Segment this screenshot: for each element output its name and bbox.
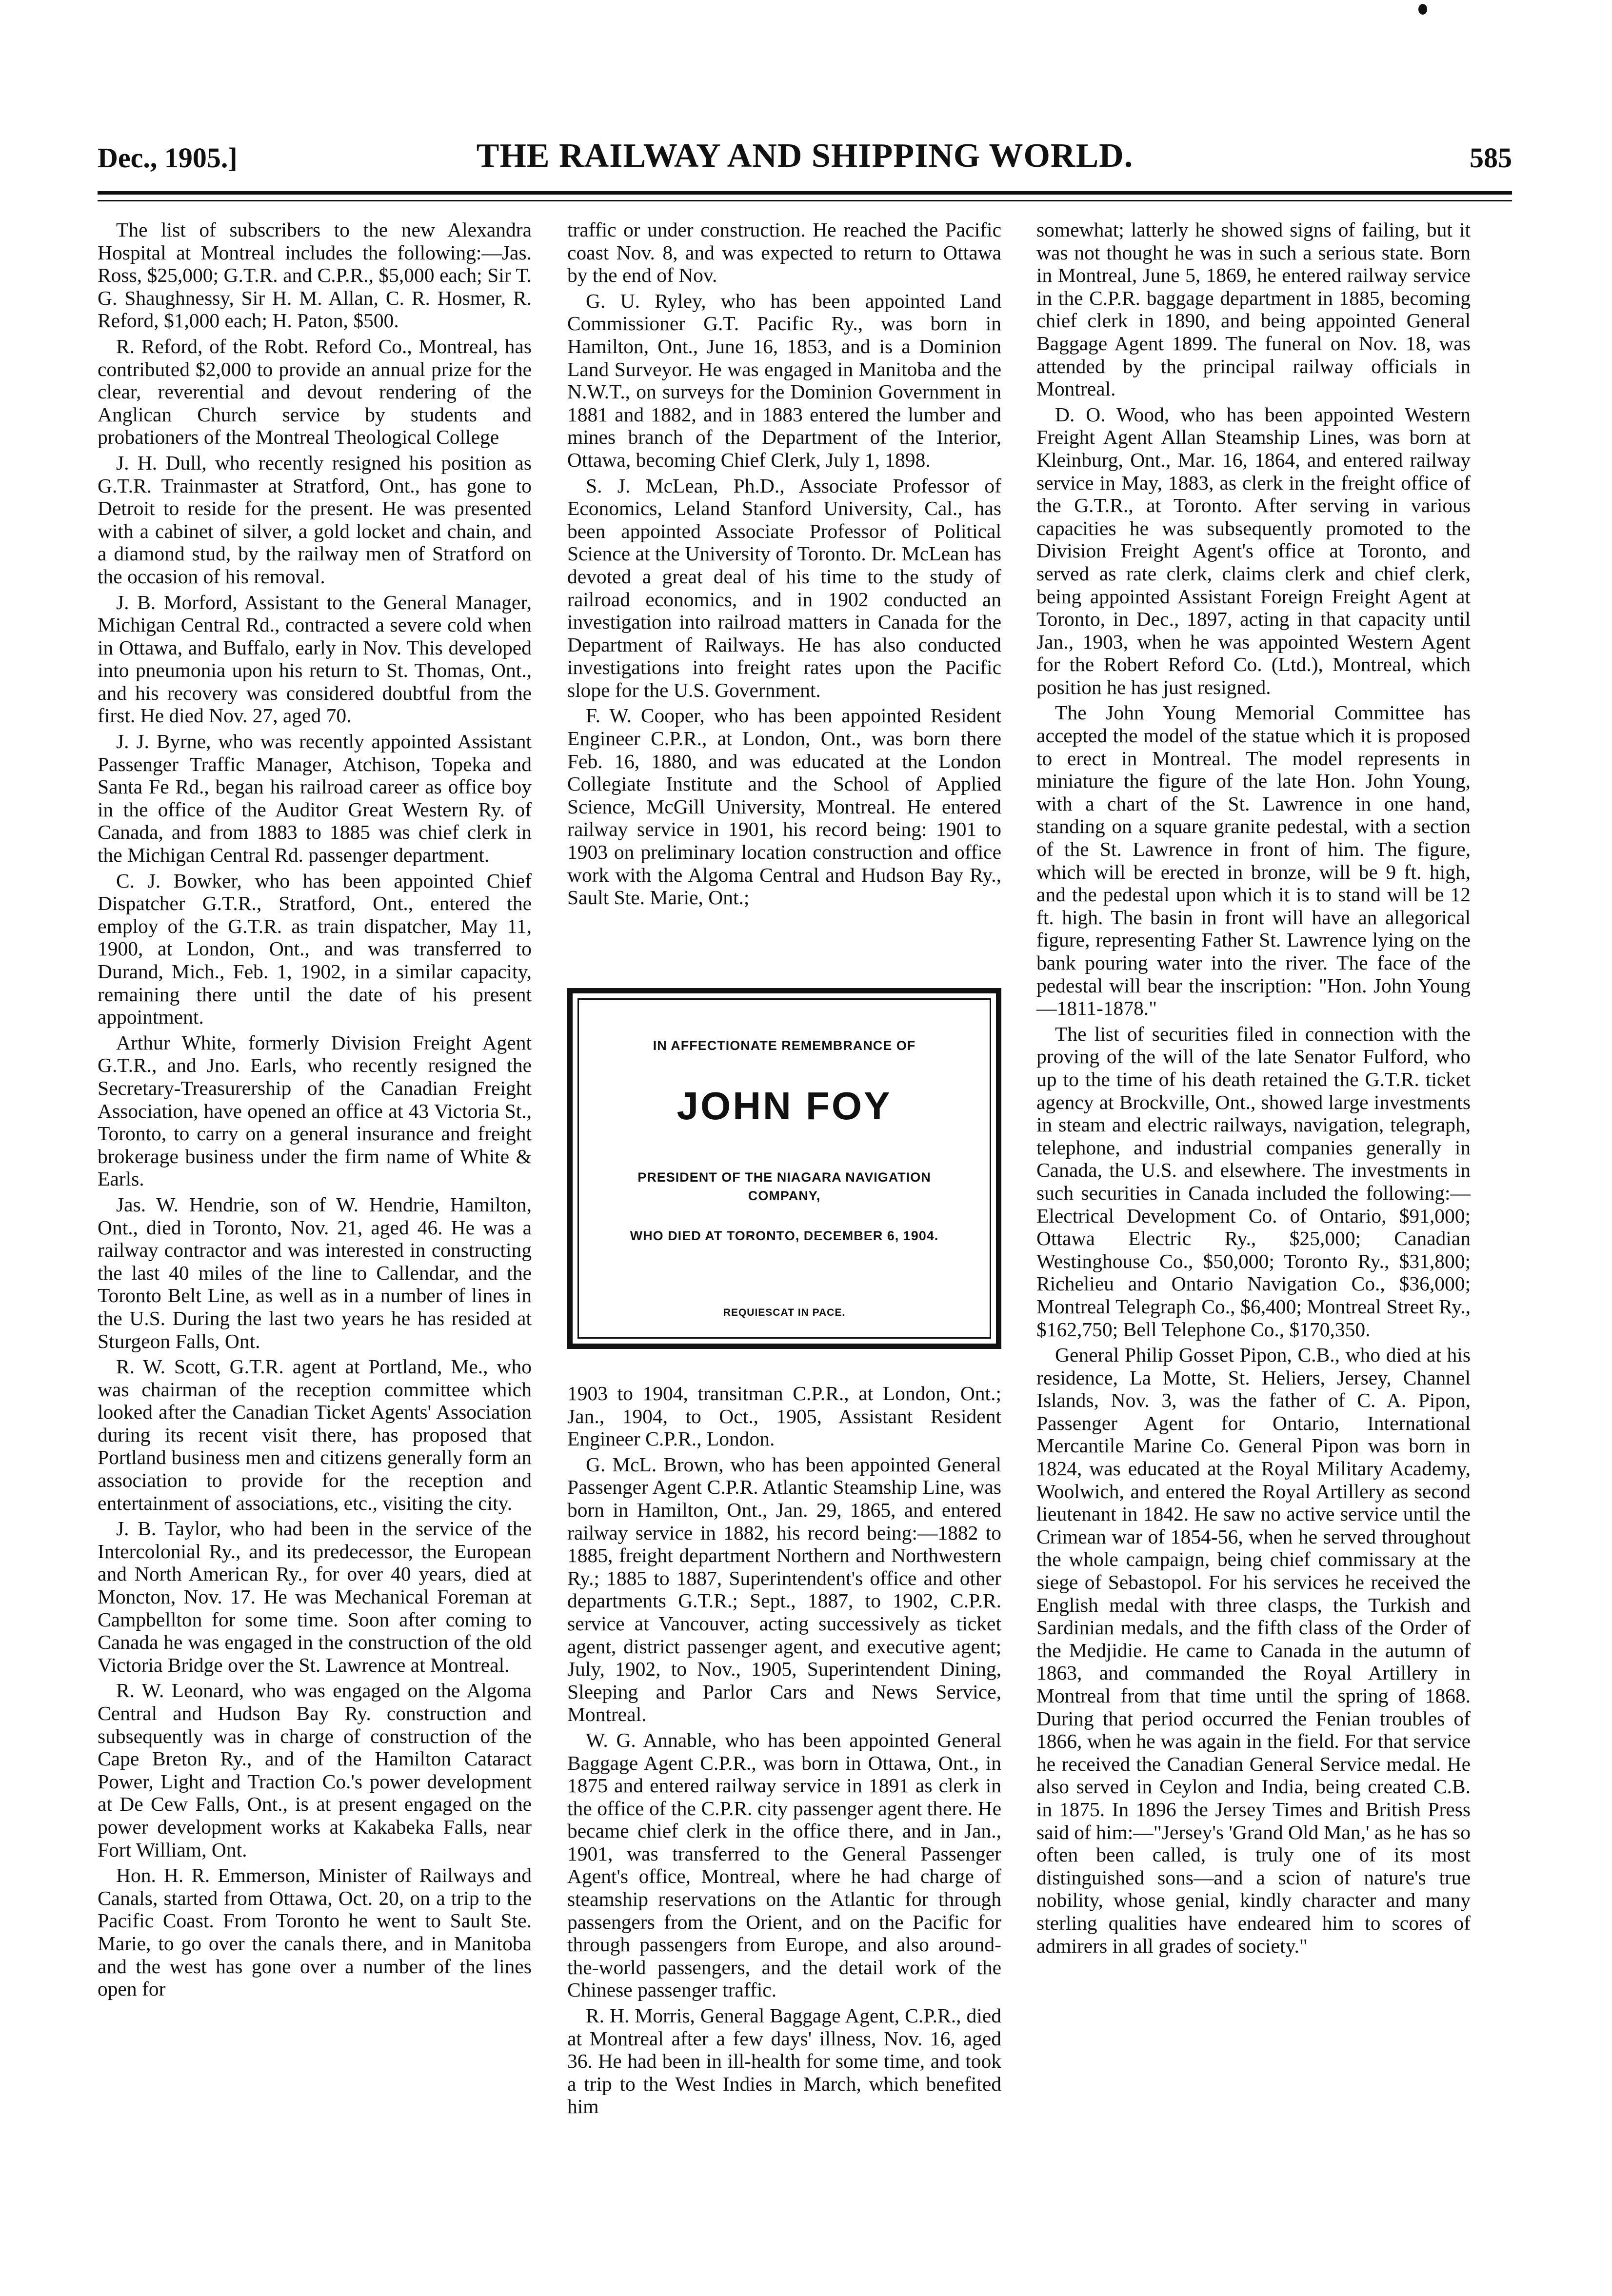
paragraph: R. W. Scott, G.T.R. agent at Portland, Me., who was chairman of the reception committee which looked after the Canadian Ticket Agents' Association during its recent visit there, has proposed that Portland business men and citizens generally form an association to provide for the reception and entertainment of associations, etc., visiting the city. <box>98 1355 532 1514</box>
column-2-bottom <box>567 1382 1001 2118</box>
ink-speck <box>1418 4 1427 15</box>
paragraph: The list of subscribers to the new Alexandra Hospital at Montreal includes the following:—Jas. Ross, $25,000; G.T.R. and C.P.R., $5,000 each; Sir T. G. Shaughnessy, Sir H. M. Allan, C. R. Hosmer, R. Reford, $1,000 each; H. Paton, $500. <box>98 218 532 332</box>
issue-date: Dec., 1905.] <box>98 142 238 174</box>
header-rule-thick <box>98 191 1512 195</box>
paragraph: J. B. Morford, Assistant to the General Manager, Michigan Central Rd., contracted a severe cold when in Ottawa, and Buffalo, early in Nov. This developed into pneumonia upon his return to St. Thomas, Ont., and his recovery was considered doubtful from the first. He died Nov. 27, aged 70. <box>98 591 532 727</box>
memorial-intro: IN AFFECTIONATE REMEMBRANCE OF <box>653 1038 916 1053</box>
header-rule-thin <box>98 200 1512 201</box>
paragraph: G. U. Ryley, who has been appointed Land Commissioner G.T. Pacific Ry., was born in Hamilton, Ont., June 16, 1853, and is a Dominion Land Surveyor. He was engaged in Manitoba and the N.W.T., on surveys for the Dominion Government in 1881 and 1882, and in 1883 entered the lumber and mines branch of the Department of the Interior, Ottawa, becoming Chief Clerk, July 1, 1898. <box>567 289 1001 471</box>
paragraph: The John Young Memorial Committee has accepted the model of the statue which it is proposed to erect in Montreal. The model represents in miniature the figure of the late Hon. John Young, with a chart of the St. Lawrence in one hand, standing on a square granite pedestal, with a section of the St. Lawrence in front of him. The figure, which will be erected in bronze, will be 9 ft. high, and the pedestal upon which it is to stand will be 12 ft. high. The basin in front will have an allegorical figure, representing Father St. Lawrence lying on the bank pouring water into the river. The face of the pedestal will bear the inscription: "Hon. John Young—1811-1878." <box>1036 701 1471 1020</box>
paragraph: traffic or under construction. He reached the Pacific coast Nov. 8, and was expected to return to Ottawa by the end of Nov. <box>567 218 1001 287</box>
column-3 <box>1036 218 1471 1960</box>
paragraph: The list of securities filed in connection with the proving of the will of the late Senator Fulford, who up to the time of his death retained the G.T.R. ticket agency at Brockville, Ont., showed large investments in steam and electric railways, navigation, telegraph, telephone, and industrial companies generally in Canada, the U.S. and elsewhere. The investments in such securities in Canada included the following:—Electrical Development Co. of Ontario, $91,000; Ottawa Electric Ry., $25,000; Canadian Westinghouse Co., $50,000; Toronto Ry., $31,800; Richelieu and Ontario Navigation Co., $36,000; Montreal Telegraph Co., $6,400; Montreal Street Ry., $162,750; Bell Telephone Co., $170,350. <box>1036 1022 1471 1341</box>
column-2 <box>567 218 1001 2121</box>
paragraph: Jas. W. Hendrie, son of W. Hendrie, Hamilton, Ont., died in Toronto, Nov. 21, aged 46. He was a railway contractor and was interested in constructing the last 40 miles of the line to Callendar, and the Toronto Belt Line, as well as in a number of lines in the U.S. During the last two years he has resided at Sturgeon Falls, Ont. <box>98 1193 532 1352</box>
memorial-death: WHO DIED AT TORONTO, DECEMBER 6, 1904. <box>630 1228 939 1243</box>
paragraph: 1903 to 1904, transitman C.P.R., at London, Ont.; Jan., 1904, to Oct., 1905, Assistant Resident Engineer C.P.R., London. <box>567 1382 1001 1450</box>
paragraph: General Philip Gosset Pipon, C.B., who died at his residence, La Motte, St. Heliers, Jersey, Channel Islands, Nov. 3, was the father of C. A. Pipon, Passenger Agent for Ontario, International Mercantile Marine Co. General Pipon was born in 1824, was educated at the Royal Military Academy, Woolwich, and entered the Royal Artillery as second lieutenant in 1842. He saw no active service until the Crimean war of 1854-56, when he served throughout the whole campaign, being chief commissary at the siege of Sebastopol. For his services he received the English medal with three clasps, the Turkish and Sardinian medals, and the fifth class of the Order of the Medjidie. He came to Canada in the autumn of 1863, and commanded the Royal Artillery in Montreal from that time until the spring of 1868. During that period occurred the Fenian troubles of 1866, when he was again in the field. For that service he received the Canadian General Service medal. He also served in Ceylon and India, being created C.B. in 1875. In 1896 the Jersey Times and British Press said of him:—"Jersey's 'Grand Old Man,' as he has so often been called, is truly one of its most distinguished sons—and a scion of nature's true nobility, whose genial, kindly character and many sterling qualities have endeared him to scores of admirers in all grades of society." <box>1036 1344 1471 1957</box>
column-1 <box>98 218 532 2003</box>
publication-title: THE RAILWAY AND SHIPPING WORLD. <box>476 137 1134 175</box>
column-2-top <box>567 218 1001 960</box>
paragraph: R. Reford, of the Robt. Reford Co., Montreal, has contributed $2,000 to provide an annual prize for the clear, reverential and devout rendering of the Anglican Church service by students and probationers of the Montreal Theological College <box>98 335 532 449</box>
paragraph: R. W. Leonard, who was engaged on the Algoma Central and Hudson Bay Ry. construction and subsequently was in charge of construction of the Cape Breton Ry., and of the Hamilton Cataract Power, Light and Traction Co.'s power development at De Cew Falls, Ont., is at present engaged on the power development works at Kakabeka Falls, near Fort William, Ont. <box>98 1679 532 1861</box>
paragraph: J. J. Byrne, who was recently appointed Assistant Passenger Traffic Manager, Atchison, Topeka and Santa Fe Rd., began his railroad career as office boy in the office of the Auditor Great Western Ry. of Canada, and from 1883 to 1885 was chief clerk in the Michigan Central Rd. passenger department. <box>98 730 532 867</box>
memorial-closing: REQUIESCAT IN PACE. <box>723 1307 846 1318</box>
paragraph: S. J. McLean, Ph.D., Associate Professor of Economics, Leland Stanford University, Cal., has been appointed Associate Professor of Political Science at the University of Toronto. Dr. McLean has devoted a great deal of his time to the study of railroad economics, and in 1902 conducted an investigation into railroad matters in Canada for the Department of Railways. He has also conducted investigations into freight rates upon the Pacific slope for the U.S. Government. <box>567 474 1001 701</box>
memorial-notice-box <box>567 988 1001 1349</box>
memorial-name: JOHN FOY <box>677 1084 892 1128</box>
paragraph: D. O. Wood, who has been appointed Western Freight Agent Allan Steamship Lines, was born at Kleinburg, Ont., Mar. 16, 1864, and entered railway service in May, 1883, as clerk in the freight office of the G.T.R., at Toronto. After serving in various capacities he was subsequently promoted to the Division Freight Agent's office at Toronto, and served as rate clerk, claims clerk and chief clerk, being appointed Assistant Foreign Freight Agent at Toronto, in Dec., 1897, acting in that capacity until Jan., 1903, when he was appointed Western Agent for the Robert Reford Co. (Ltd.), Montreal, which position he has just resigned. <box>1036 403 1471 698</box>
paragraph: somewhat; latterly he showed signs of failing, but it was not thought he was in such a serious state. Born in Montreal, June 5, 1869, he entered railway service in the C.P.R. baggage department in 1885, becoming chief clerk in 1890, and being appointed General Baggage Agent 1899. The funeral on Nov. 18, was attended by the principal railway officials in Montreal. <box>1036 218 1471 400</box>
running-header <box>98 137 1512 180</box>
paragraph: R. H. Morris, General Baggage Agent, C.P.R., died at Montreal after a few days' illness, Nov. 16, aged 36. He had been in ill-health for some time, and took a trip to the West Indies in March, which benefited him <box>567 2004 1001 2118</box>
paragraph: J. H. Dull, who recently resigned his position as G.T.R. Trainmaster at Stratford, Ont., has gone to Detroit to reside for the present. He was presented with a cabinet of silver, a gold locket and chain, and a diamond stud, by the railway men of Stratford on the occasion of his removal. <box>98 451 532 588</box>
paragraph: C. J. Bowker, who has been appointed Chief Dispatcher G.T.R., Stratford, Ont., entered the employ of the G.T.R. as train dispatcher, May 11, 1900, at London, Ont., and was transferred to Durand, Mich., Feb. 1, 1902, in a similar capacity, remaining there until the date of his present appointment. <box>98 869 532 1029</box>
page-number: 585 <box>1470 142 1512 174</box>
paragraph: F. W. Cooper, who has been appointed Resident Engineer C.P.R., at London, Ont., was born there Feb. 16, 1880, and was educated at the London Collegiate Institute and the School of Applied Science, McGill University, Montreal. He entered railway service in 1901, his record being: 1901 to 1903 on preliminary location construction and office work with the Algoma Central and Hudson Bay Ry., Sault Ste. Marie, Ont.; <box>567 704 1001 909</box>
paragraph: Hon. H. R. Emmerson, Minister of Railways and Canals, started from Ottawa, Oct. 20, on a trip to the Pacific Coast. From Toronto he went to Sault Ste. Marie, to go over the canals there, and in Manitoba and the west has gone over a number of the lines open for <box>98 1864 532 2000</box>
paragraph: J. B. Taylor, who had been in the service of the Intercolonial Ry., and its predecessor, the European and North American Ry., for over 40 years, died at Moncton, Nov. 17. He was Mechanical Foreman at Campbellton for some time. Soon after coming to Canada he was engaged in the construction of the old Victoria Bridge over the St. Lawrence at Montreal. <box>98 1517 532 1676</box>
memorial-position: PRESIDENT OF THE NIAGARA NAVIGATION COMPANY, <box>637 1170 931 1203</box>
paragraph: Arthur White, formerly Division Freight Agent G.T.R., and Jno. Earls, who recently resigned the Secretary-Treasurership of the Canadian Freight Association, have opened an office at 43 Victoria St., Toronto, to carry on a general insurance and freight brokerage business under the firm name of White & Earls. <box>98 1031 532 1190</box>
paragraph: G. McL. Brown, who has been appointed General Passenger Agent C.P.R. Atlantic Steamship Line, was born in Hamilton, Ont., Jan. 29, 1865, and entered railway service in 1882, his record being:—1882 to 1885, freight department Northern and Northwestern Ry.; 1885 to 1887, Superintendent's office and other departments G.T.R.; Sept., 1887, to 1902, C.P.R. service at Vancouver, acting successively as ticket agent, district passenger agent, and executive agent; July, 1902, to Nov., 1905, Superintendent Dining, Sleeping and Parlor Cars and News Service, Montreal. <box>567 1453 1001 1726</box>
paragraph: W. G. Annable, who has been appointed General Baggage Agent C.P.R., was born in Ottawa, Ont., in 1875 and entered railway service in 1891 as clerk in the office of the C.P.R. city passenger agent there. He became chief clerk in the office there, and in Jan., 1901, was transferred to the General Passenger Agent's office, Montreal, where he had charge of steamship reservations on the Atlantic for through passengers from the Orient, and on the Pacific for through passengers from Europe, and also around-the-world passengers, and the detail work of the Chinese passenger traffic. <box>567 1728 1001 2001</box>
